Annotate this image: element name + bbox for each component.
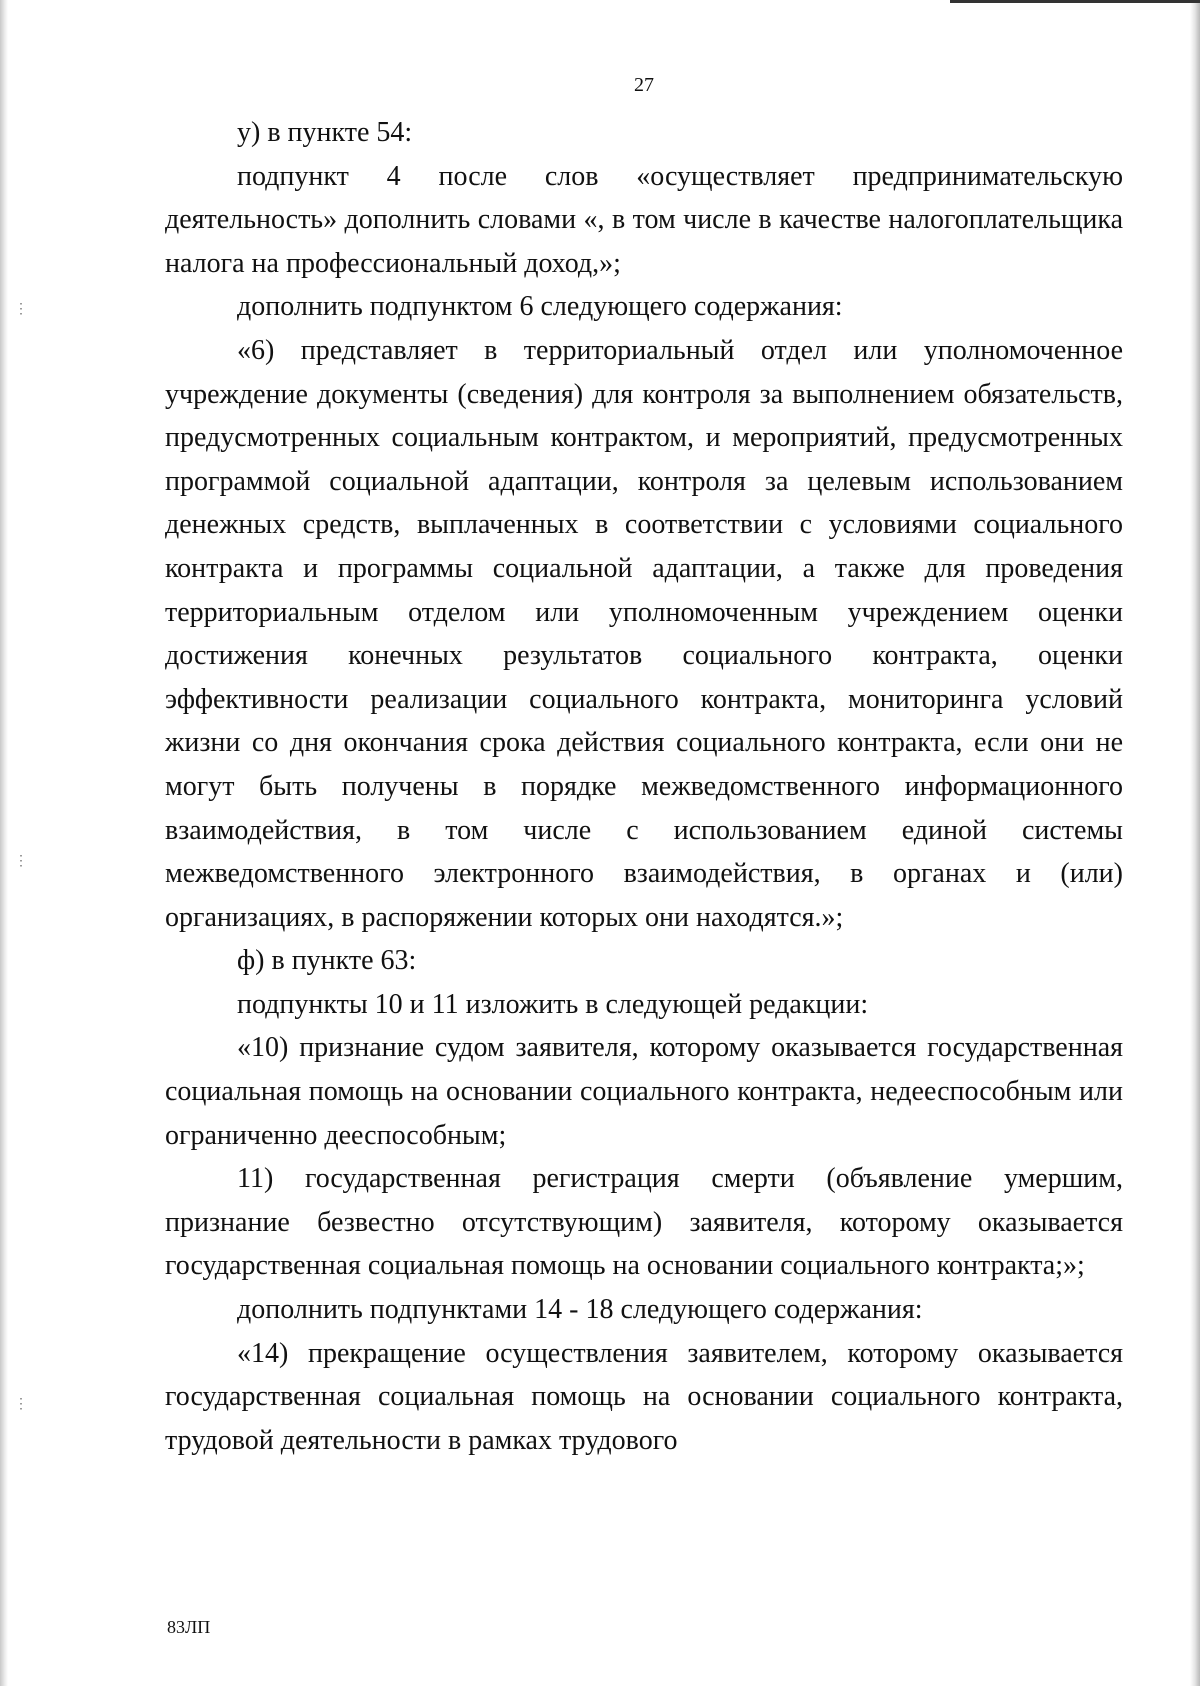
paragraph-subitem-4-amendment: подпункт 4 после слов «осуществляет предпринимательскую деятельность» дополнить словами «, в том числе в качестве налогоплательщика налога на профессиональный доход,»; (165, 160, 1123, 279)
paragraph-subitems-10-11-intro: подпункты 10 и 11 изложить в следующей редакции: (237, 988, 869, 1020)
scan-edge-right (1190, 0, 1200, 1686)
scan-binding-mark: ⋮ (14, 302, 28, 317)
paragraph-subitem-14-text: «14) прекращение осуществления заявителем, которому оказывается государственная социальная помощь на основании социального контракта, трудовой деятельности в рамках трудового (165, 1337, 1123, 1456)
document-body (165, 111, 1123, 1462)
page-number: 27 (634, 74, 654, 96)
scan-binding-mark: ⋮ (14, 854, 28, 869)
paragraph-subitem-10-text: «10) признание судом заявителя, которому оказывается государственная социальная помощь на основании социального контракта, недееспособным или ограниченно дееспособным; (165, 1032, 1123, 1151)
scan-edge-left (0, 0, 8, 1686)
scan-binding-mark: ⋮ (14, 1397, 28, 1412)
paragraph-item-u: у) в пункте 54: (237, 117, 413, 148)
paragraph-add-subitem-6: дополнить подпунктом 6 следующего содержания: (237, 291, 843, 323)
scan-edge-top (950, 0, 1200, 3)
paragraph-item-f: ф) в пункте 63: (237, 945, 417, 977)
paragraph-add-subitems-14-18: дополнить подпунктами 14 - 18 следующего содержания: (237, 1294, 923, 1326)
paragraph-subitem-11-text: 11) государственная регистрация смерти (объявление умершим, признание безвестно отсутствующим) заявителя, которому оказывается государственная социальная помощь на основании социального контракта;»; (165, 1163, 1123, 1282)
document-code: 83ЛП (167, 1617, 211, 1637)
paragraph-subitem-6-text: «6) представляет в территориальный отдел или уполномоченное учреждение документы (сведения) для контроля за выполнением обязательств, предусмотренных социальным контрактом, и мероприятий, предусмотренных программой социальной адаптации, контроля за целевым использованием денежных средств, выплаченных в соответствии с условиями социального контракта и программы социальной адаптации, а также для проведения территориальным отделом или уполномоченным учреждением оценки достижения конечных результатов социального контракта, оценки эффективности реализации социального контракта, мониторинга условий жизни со дня окончания срока действия социального контракта, если они не могут быть получены в порядке межведомственного информационного взаимодействия, в том числе с использованием единой системы межведомственного электронного взаимодействия, в органах и (или) организациях, в распоряжении которых они находятся.»; (165, 334, 1123, 933)
